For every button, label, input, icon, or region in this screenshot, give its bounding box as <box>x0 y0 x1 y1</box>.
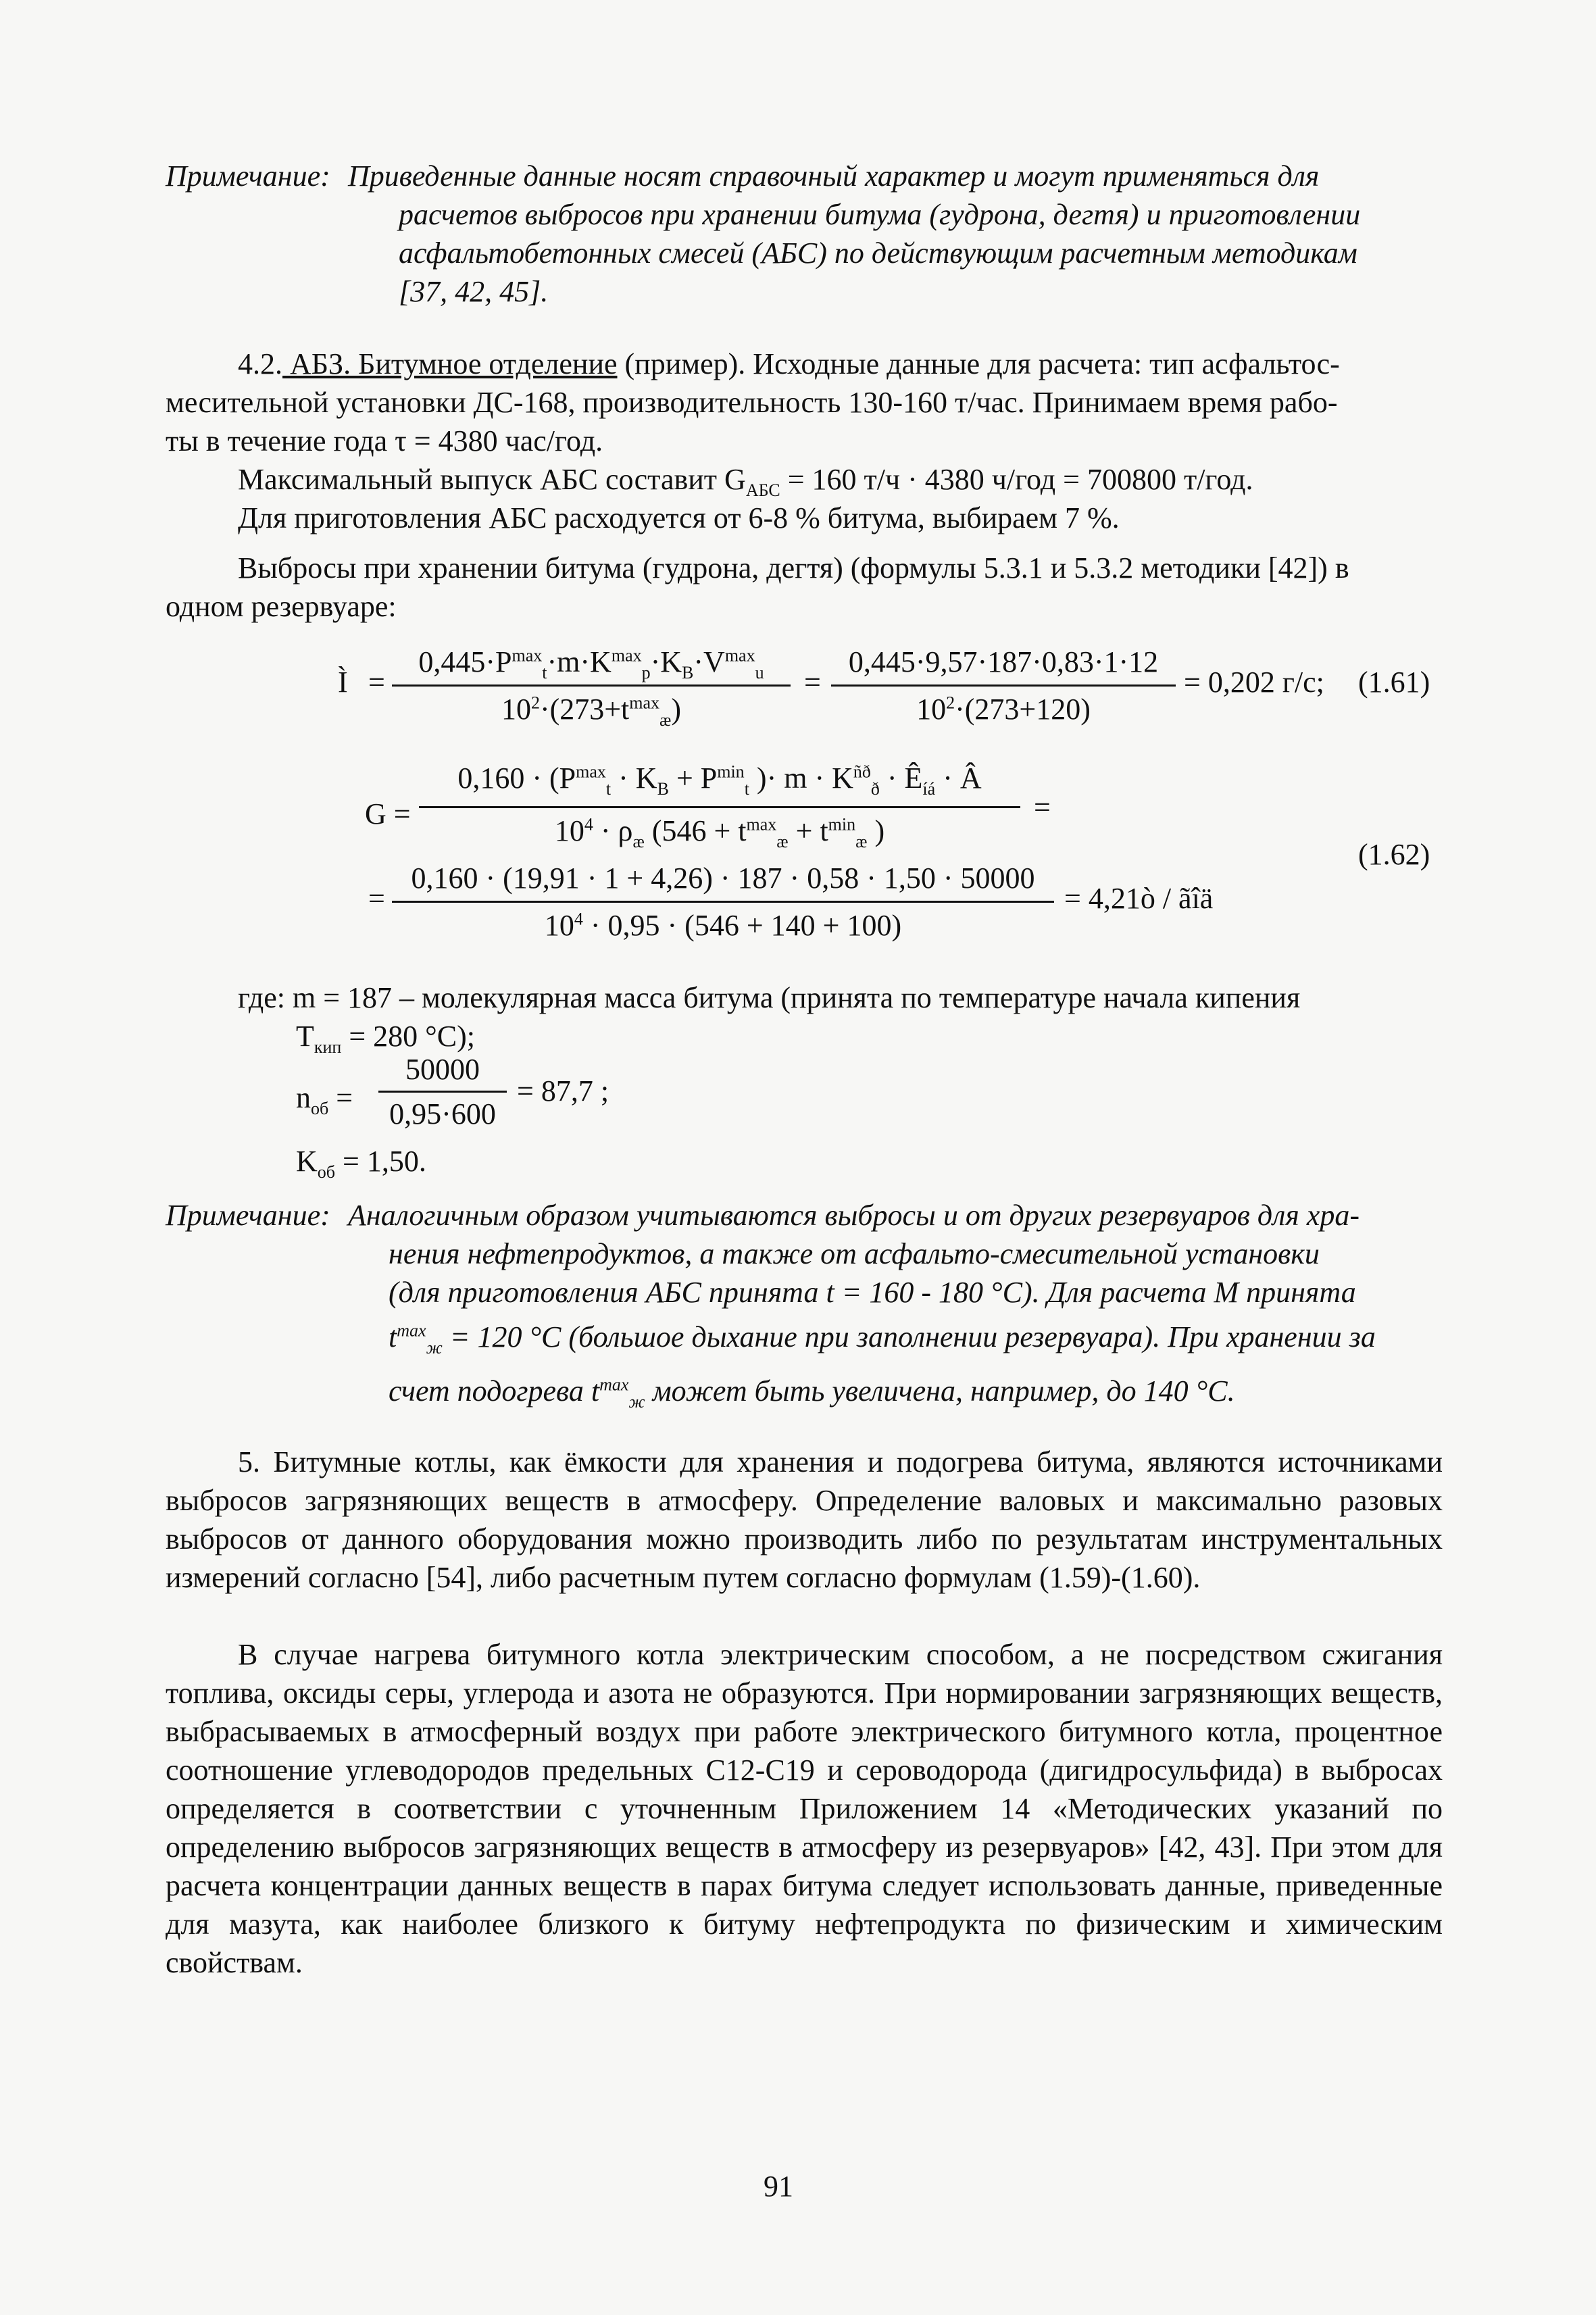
eq161-lhs: Ì <box>338 666 348 699</box>
section-heading: АБЗ. Битумное отделение <box>282 347 618 380</box>
s: æ <box>632 831 645 851</box>
t: ·K <box>650 645 682 678</box>
t: 10 <box>916 693 947 726</box>
t: 0,160 · (P <box>457 762 576 795</box>
kob-line <box>296 1142 426 1180</box>
eq161-den-values <box>828 693 1179 726</box>
section-line: Для приготовления АБС расходуется от 6-8 % битума, выбираем 7 %. <box>238 501 1120 534</box>
t: T <box>296 1020 314 1053</box>
s: 4 <box>574 909 583 929</box>
t: может быть увеличена, например, до 140 °С. <box>645 1374 1235 1408</box>
eq162-num-symbolic <box>416 762 1024 799</box>
section-line: одном резервуаре: <box>166 590 397 623</box>
t: t <box>389 1320 397 1353</box>
t: 0,445·P <box>418 645 512 678</box>
eq162-den-values <box>389 909 1057 943</box>
s: 4 <box>584 814 593 835</box>
eq162-lhs: G = <box>365 797 411 830</box>
s: кип <box>314 1037 342 1057</box>
s: æ <box>776 831 789 851</box>
t: счет подогрева t <box>389 1374 600 1408</box>
eq161-equals-2: = <box>804 666 821 699</box>
t: = <box>328 1081 353 1114</box>
t: · K <box>611 762 657 795</box>
t: K <box>296 1145 318 1178</box>
s: 2 <box>530 693 540 713</box>
nob-numerator: 50000 <box>405 1053 480 1086</box>
page-number: 91 <box>764 2170 793 2203</box>
note-line: Аналогичным образом учитываются выбросы и от других резервуаров для хра- <box>348 1199 1360 1232</box>
s: p <box>641 662 651 682</box>
t: ·(273+120) <box>955 693 1091 726</box>
eq162-equals-2: = <box>368 882 385 915</box>
eq161-num-values: 0,445·9,57·187·0,83·1·12 <box>848 645 1159 678</box>
s: max <box>611 645 642 666</box>
t: + t <box>788 814 828 847</box>
t: 10 <box>544 909 574 942</box>
section-line: месительной установки ДС-168, производительность 130-160 т/час. Принимаем время рабо- <box>166 386 1338 419</box>
t: )· m · K <box>749 762 853 795</box>
s: t <box>744 778 749 799</box>
t: = 280 °С); <box>341 1020 475 1053</box>
s: max <box>629 693 660 713</box>
s: 2 <box>946 693 955 713</box>
s: max <box>599 1374 629 1395</box>
s: min <box>717 762 745 782</box>
nob-denominator: 0,95·600 <box>389 1097 496 1130</box>
t: = 1,50. <box>335 1145 426 1178</box>
section-line: ты в течение года τ = 4380 час/год. <box>166 424 603 457</box>
s: max <box>746 814 777 835</box>
text: Максимальный выпуск АБС составит G <box>238 463 746 496</box>
note-line: асфальтобетонных смесей (АБС) по действующим расчетным методикам <box>399 237 1357 270</box>
t: n <box>296 1081 311 1114</box>
section-line <box>238 345 1340 383</box>
section-line: Выбросы при хранении битума (гудрона, дегтя) (формулы 5.3.1 и 5.3.2 методики [42]) в <box>238 551 1349 584</box>
t: ·V <box>693 645 725 678</box>
s: max <box>512 645 543 666</box>
eq162-num-values: 0,160 · (19,91 · 1 + 4,26) · 187 · 0,58 · 1,50 · 50000 <box>411 862 1035 895</box>
s: ж <box>628 1391 645 1412</box>
t: (546 + t <box>644 814 747 847</box>
s: ñð <box>853 762 871 782</box>
s: t <box>605 778 612 799</box>
section-text: (пример). Исходные данные для расчета: тип асфальтос- <box>617 347 1340 380</box>
s: об <box>311 1098 329 1118</box>
eq162-equals: = <box>1034 791 1051 824</box>
nob-lhs <box>296 1081 353 1118</box>
s: u <box>755 662 764 682</box>
note-line: [37, 42, 45]. <box>399 275 549 308</box>
text: = 160 т/ч · 4380 ч/год = 700800 т/год. <box>780 463 1253 496</box>
s: æ <box>855 831 868 851</box>
fraction-bar <box>378 1091 507 1093</box>
note-label: Примечание: <box>166 1199 330 1232</box>
eq161-den-symbolic <box>389 693 794 730</box>
fraction-bar <box>831 684 1176 687</box>
eq161-result: = 0,202 г/с; <box>1184 666 1324 699</box>
s: B <box>682 662 694 682</box>
note-line: Приведенные данные носят справочный характер и могут применяться для <box>348 159 1320 193</box>
paragraph-6: В случае нагрева битумного котла электрическим способом, а не посредством сжигания топлива, оксиды серы, углерода и азота не образуются. При нормировании загрязняющих веществ, выбрасываемых в атмосферный воздух при работе электрического битумного котла, процентное соотношение углеводородов предельных C12-C19 и сероводорода (дигидросульфида) в выбросах определяется в соответствии с уточненным Приложением 14 «Методических указаний по определению выбросов загрязняющих веществ в атмосферу из резервуаров» [42, 43]. При этом для расчета концентрации данных веществ в парах битума следует использовать данные, приведенные для мазута, как наиболее близкого к битуму нефтепродукта по физическим и химическим свойствам. <box>166 1638 1443 1979</box>
s: max <box>724 645 755 666</box>
eq162-result: = 4,21ò / ãîä <box>1064 882 1214 915</box>
s: min <box>828 814 856 835</box>
eq161-num-symbolic <box>389 645 794 682</box>
nob-result: = 87,7 ; <box>517 1074 609 1107</box>
note-label: Примечание: <box>166 159 330 193</box>
note-line: нения нефтепродуктов, а также от асфальто-смесительной установки <box>389 1237 1320 1270</box>
note-line: расчетов выбросов при хранении битума (гудрона, дегтя) и приготовлении <box>399 198 1361 231</box>
note-line <box>389 1318 1376 1356</box>
t: = 120 °С (большое дыхание при заполнении резервуара). При хранении за <box>442 1320 1376 1353</box>
paragraph-5: 5. Битумные котлы, как ёмкости для хранения и подогрева битума, являются источниками выбросов загрязняющих веществ в атмосферу. Определение валовых и максимально разовых выбросов от данного оборудования можно производить либо по результатам инструментальных измерений согласно [54], либо расчетным путем согласно формулам (1.59)-(1.60). <box>166 1445 1443 1594</box>
t: · 0,95 · (546 + 140 + 100) <box>582 909 902 942</box>
fraction-bar <box>392 684 791 687</box>
s: B <box>657 778 669 799</box>
s: íá <box>922 778 936 799</box>
t: 10 <box>501 693 531 726</box>
eq161-label: (1.61) <box>1358 666 1430 699</box>
t: · Â <box>935 762 982 795</box>
t: · Ê <box>879 762 923 795</box>
s: max <box>576 762 606 782</box>
eq161-equals: = <box>368 666 385 699</box>
fraction-bar <box>419 806 1020 808</box>
note-line <box>389 1372 1235 1410</box>
t: ·(273+t <box>539 693 630 726</box>
t: 10 <box>554 814 584 847</box>
note-line: (для приготовления АБС принята t = 160 - 180 °С). Для расчета M принята <box>389 1276 1356 1309</box>
eq162-label: (1.62) <box>1358 838 1430 871</box>
where-line: где: m = 187 – молекулярная масса битума (принята по температуре начала кипения <box>238 981 1301 1014</box>
subscript: АБС <box>745 480 780 500</box>
t: ) <box>671 693 682 726</box>
section-line <box>238 460 1253 499</box>
s: ð <box>870 778 880 799</box>
t: ) <box>867 814 885 847</box>
t: · ρ <box>593 814 633 847</box>
s: об <box>317 1162 336 1182</box>
s: max <box>397 1320 426 1341</box>
s: t <box>542 662 547 682</box>
s: ж <box>426 1337 443 1358</box>
s: æ <box>659 710 672 730</box>
t: + P <box>668 762 718 795</box>
fraction-bar <box>392 901 1054 903</box>
where-line <box>296 1017 475 1055</box>
t: ·m·K <box>547 645 612 678</box>
eq162-den-symbolic <box>416 814 1024 851</box>
section-number: 4.2. <box>238 347 282 380</box>
